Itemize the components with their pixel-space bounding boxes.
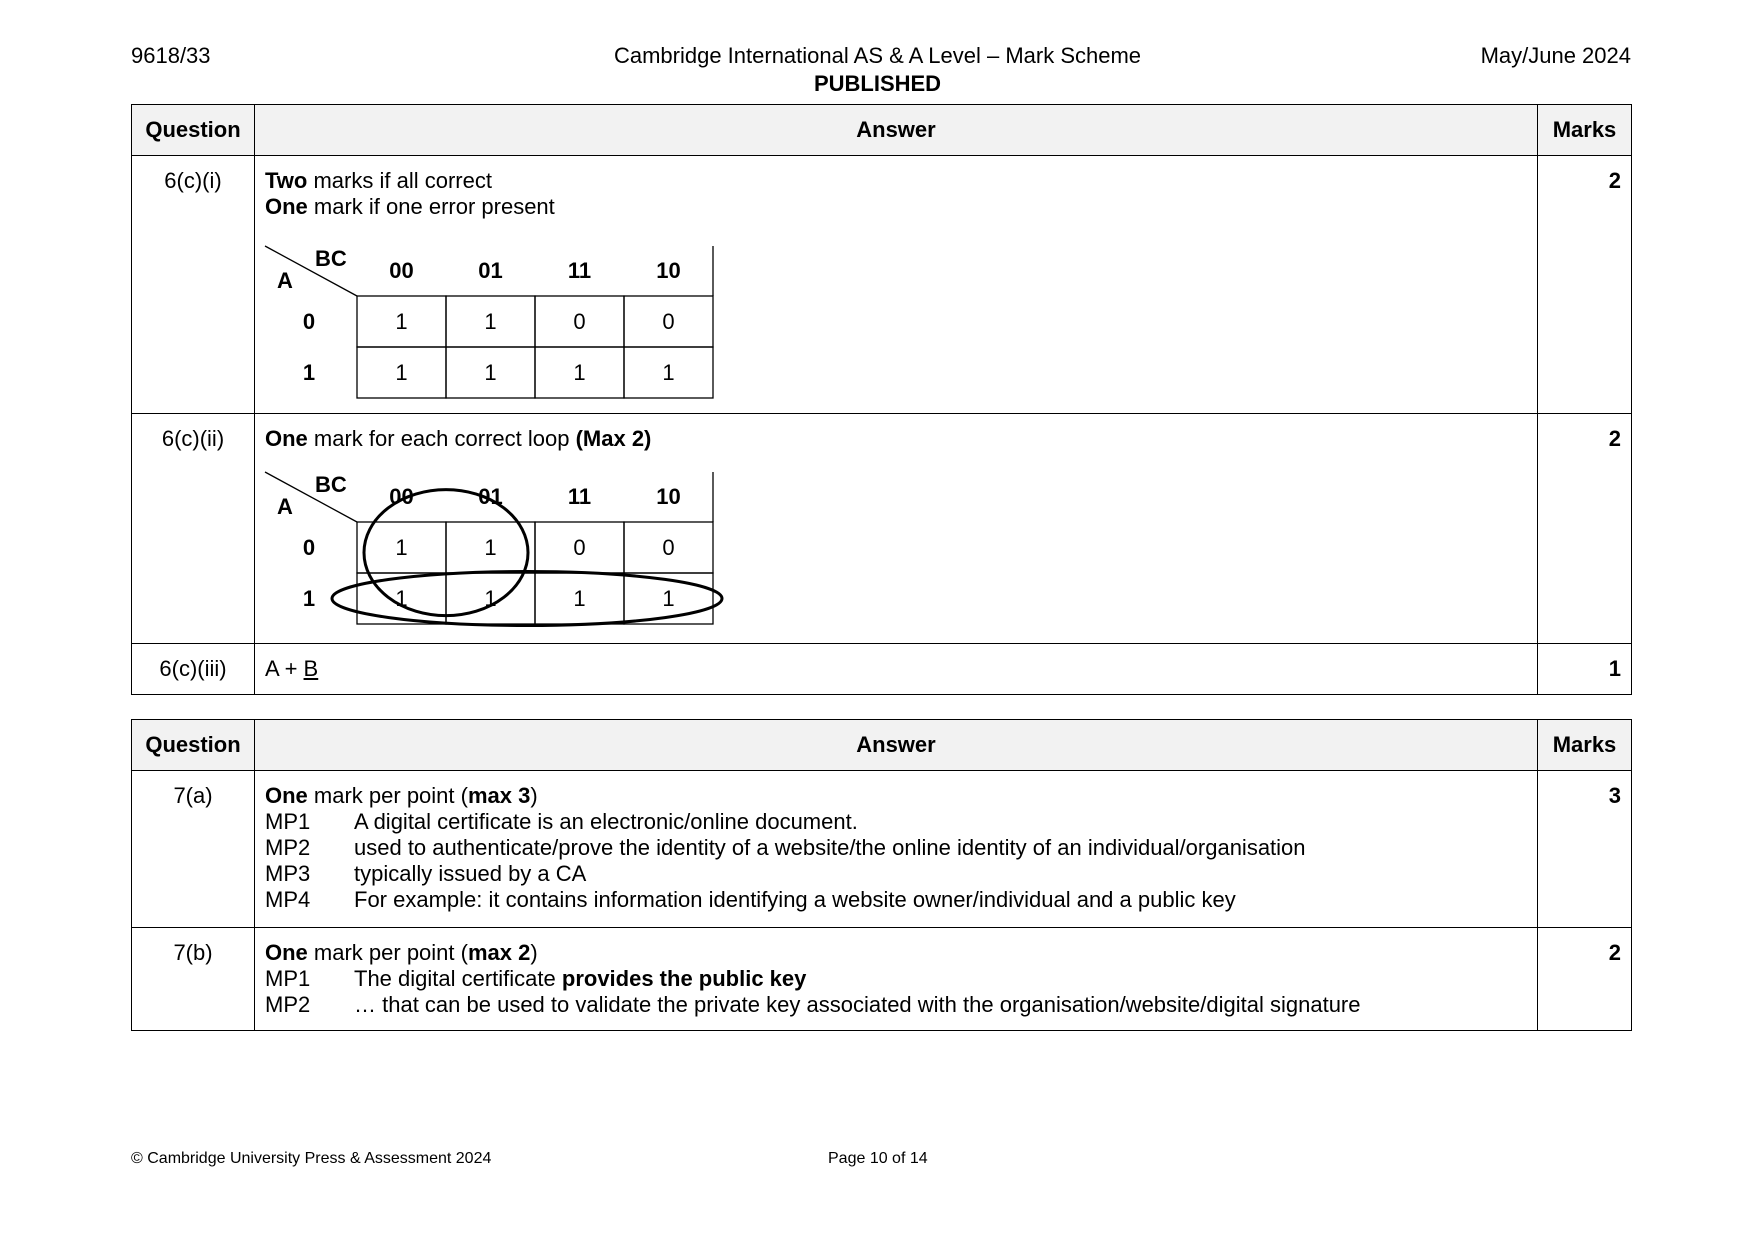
answer-header: Answer — [255, 720, 1538, 771]
column-header: 10 — [656, 258, 681, 283]
table-row — [132, 928, 1632, 1031]
kmap-cell-value: 1 — [484, 360, 497, 385]
question-header: Question — [132, 720, 255, 771]
row-variable-label: A — [277, 494, 293, 519]
kmap-cell-value: 1 — [573, 360, 586, 385]
row-variable-label: A — [277, 268, 293, 293]
column-header: 01 — [478, 484, 503, 509]
kmap-cell-value: 1 — [395, 309, 408, 334]
kmap-cell-value: 1 — [484, 586, 497, 611]
marks-header: Marks — [1538, 720, 1632, 771]
karnaugh-map — [265, 246, 735, 401]
mark-scheme-table-q6 — [131, 104, 1632, 695]
answer-line: One mark if one error present — [265, 194, 555, 219]
table-row — [132, 644, 1632, 695]
answer-cell — [255, 156, 1538, 414]
table-header-row — [132, 720, 1632, 771]
kmap-cell-value: 0 — [573, 309, 586, 334]
row-header: 1 — [302, 586, 316, 611]
answer-cell — [255, 771, 1538, 928]
mark-point: MP1 A digital certificate is an electronic/online document. — [265, 809, 858, 834]
table-header-row — [132, 105, 1632, 156]
mark-point: MP1 The digital certificate provides the public key — [265, 966, 807, 991]
question-id: 7(a) — [132, 771, 255, 928]
table-row — [132, 771, 1632, 928]
mark-scheme-table-q7 — [131, 719, 1632, 1031]
kmap-cell-value: 1 — [573, 586, 586, 611]
table-row — [132, 156, 1632, 414]
answer-line: Two marks if all correct — [265, 168, 492, 193]
answer-intro: One mark per point (max 3) — [265, 783, 538, 808]
kmap-cell-value: 0 — [662, 535, 675, 560]
kmap-cell-value: 1 — [662, 360, 675, 385]
kmap-cell-value: 1 — [395, 586, 408, 611]
answer-header: Answer — [255, 105, 1538, 156]
row-header: 1 — [302, 360, 316, 385]
column-header: 00 — [389, 258, 414, 283]
marks-value: 2 — [1538, 414, 1632, 644]
marks-value: 1 — [1538, 644, 1632, 695]
kmap-cell-value: 1 — [395, 535, 408, 560]
question-id: 6(c)(iii) — [132, 644, 255, 695]
column-header: 11 — [567, 258, 592, 283]
kmap-cell-value: 1 — [662, 586, 675, 611]
exam-session: May/June 2024 — [1480, 43, 1631, 68]
column-variable-label: BC — [315, 246, 347, 271]
mark-point: MP2 … that can be used to validate the private key associated with the organisation/website/digital signature — [265, 992, 1361, 1017]
answer-intro: One mark per point (max 2) — [265, 940, 538, 965]
column-header: 01 — [478, 258, 503, 283]
marks-value: 3 — [1538, 771, 1632, 928]
row-header: 0 — [302, 309, 316, 334]
mark-point: MP3 typically issued by a CA — [265, 861, 587, 886]
question-header: Question — [132, 105, 255, 156]
published-label: PUBLISHED — [813, 71, 942, 96]
karnaugh-map-with-loops — [265, 472, 735, 627]
underlined-variable: B — [303, 656, 319, 681]
answer-line: A + B — [265, 656, 319, 681]
paper-code: 9618/33 — [131, 43, 211, 68]
kmap-cell-value: 1 — [484, 535, 497, 560]
answer-cell — [255, 414, 1538, 644]
answer-line: One mark for each correct loop (Max 2) — [265, 426, 652, 451]
row-header: 0 — [302, 535, 316, 560]
kmap-cell-value: 1 — [395, 360, 408, 385]
question-id: 6(c)(ii) — [132, 414, 255, 644]
marks-header: Marks — [1538, 105, 1632, 156]
marks-value: 2 — [1538, 156, 1632, 414]
answer-cell — [255, 928, 1538, 1031]
column-header: 10 — [656, 484, 681, 509]
copyright-notice: © Cambridge University Press & Assessment 2024 — [131, 1150, 492, 1167]
kmap-cell-value: 0 — [573, 535, 586, 560]
marks-value: 2 — [1538, 928, 1632, 1031]
answer-cell — [255, 644, 1538, 695]
question-id: 7(b) — [132, 928, 255, 1031]
column-header: 11 — [567, 484, 592, 509]
page-number: Page 10 of 14 — [828, 1150, 928, 1167]
mark-point: MP2 used to authenticate/prove the identity of a website/the online identity of an individual/organisation — [265, 835, 1306, 860]
kmap-cell-value: 1 — [484, 309, 497, 334]
table-row — [132, 414, 1632, 644]
column-header: 00 — [389, 484, 414, 509]
column-variable-label: BC — [315, 472, 347, 497]
mark-point: MP4 For example: it contains information identifying a website owner/individual and a public key — [265, 887, 1236, 912]
question-id: 6(c)(i) — [132, 156, 255, 414]
kmap-cell-value: 0 — [662, 309, 675, 334]
document-title: Cambridge International AS & A Level – Mark Scheme — [613, 43, 1142, 68]
